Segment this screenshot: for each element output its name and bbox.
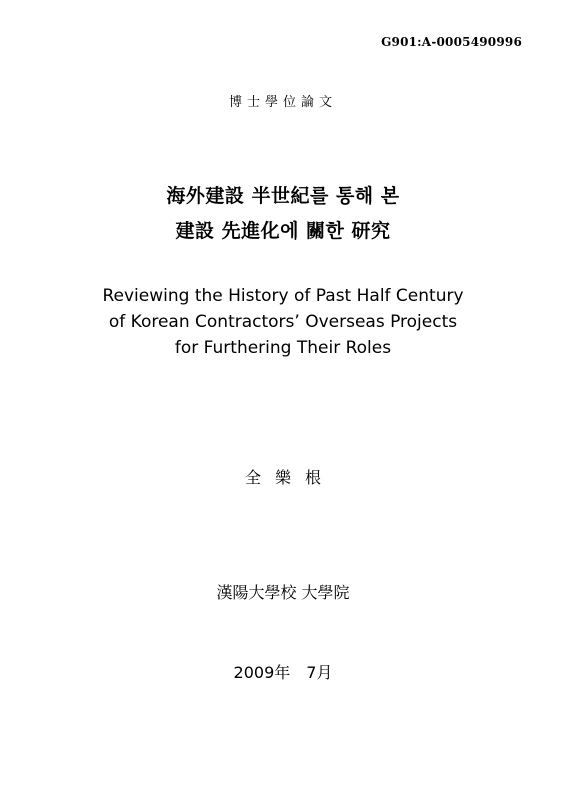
institution-name: 漢陽大學校 大學院 <box>216 583 350 602</box>
english-title-line-2: of Korean Contractors’ Overseas Projects <box>108 312 458 332</box>
degree-label: 博士學位論文 <box>228 95 337 110</box>
author-name: 全樂根 <box>244 468 335 487</box>
submission-date: 2009年 7月 <box>233 663 333 682</box>
english-title-line-3: for Furthering Their Roles <box>174 338 392 358</box>
english-title-line-1: Reviewing the History of Past Half Century <box>102 286 464 306</box>
korean-title-line-2: 建設 先進化에 關한 研究 <box>175 220 391 242</box>
document-id-code: G901:A-0005490996 <box>381 35 522 49</box>
korean-title-line-1: 海外建設 半世紀를 통해 본 <box>166 185 400 207</box>
